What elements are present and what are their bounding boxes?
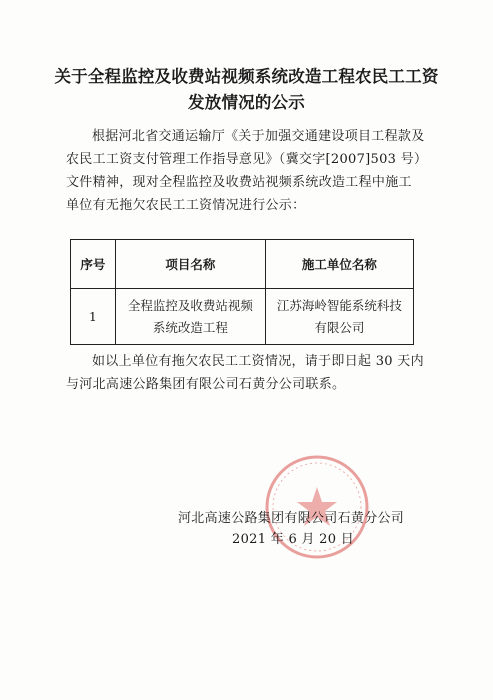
- contractor-table: [70, 239, 414, 345]
- intro-line-3: 文件精神，现对全程监控及收费站视频系统改造工程中施工: [66, 175, 412, 190]
- row-index: 1: [71, 289, 116, 345]
- signature-organization: 河北高速公路集团有限公司石黄分公司: [178, 511, 405, 526]
- document-title-line-2: 发放情况的公示: [188, 93, 305, 112]
- row-project-name-line-1: 全程监控及收费站视频: [127, 297, 253, 313]
- row-company-name-line-2: 有限公司: [314, 319, 365, 335]
- header-project-name: 项目名称: [115, 240, 265, 289]
- row-company-name-line-1: 江苏海岭智能系统科技: [276, 297, 402, 313]
- table-header-row: [71, 240, 414, 289]
- intro-line-1: 根据河北省交通运输厅《关于加强交通建设项目工程款及: [92, 129, 425, 144]
- signature-date: 2021 年 6 月 20 日: [232, 532, 355, 547]
- row-project-name-line-2: 系统改造工程: [152, 319, 228, 335]
- notice-line-1: 如以上单位有拖欠农民工工资情况，请于即日起 30 天内: [92, 354, 424, 369]
- row-company-name: [265, 289, 413, 345]
- header-company-name: 施工单位名称: [265, 240, 413, 289]
- row-project-name: [115, 289, 265, 345]
- table-row: [71, 289, 414, 345]
- notice-line-2: 与河北高速公路集团有限公司石黄分公司联系。: [66, 377, 346, 392]
- intro-paragraph: [66, 125, 436, 217]
- header-index: 序号: [71, 240, 116, 289]
- document-title-line-1: 关于全程监控及收费站视频系统改造工程农民工工资: [54, 67, 439, 86]
- notice-paragraph: [66, 350, 436, 396]
- intro-line-2: 农民工工资支付管理工作指导意见》（冀交字[2007]503 号）: [66, 152, 428, 167]
- intro-line-4: 单位有无拖欠农民工工资情况进行公示：: [66, 198, 306, 213]
